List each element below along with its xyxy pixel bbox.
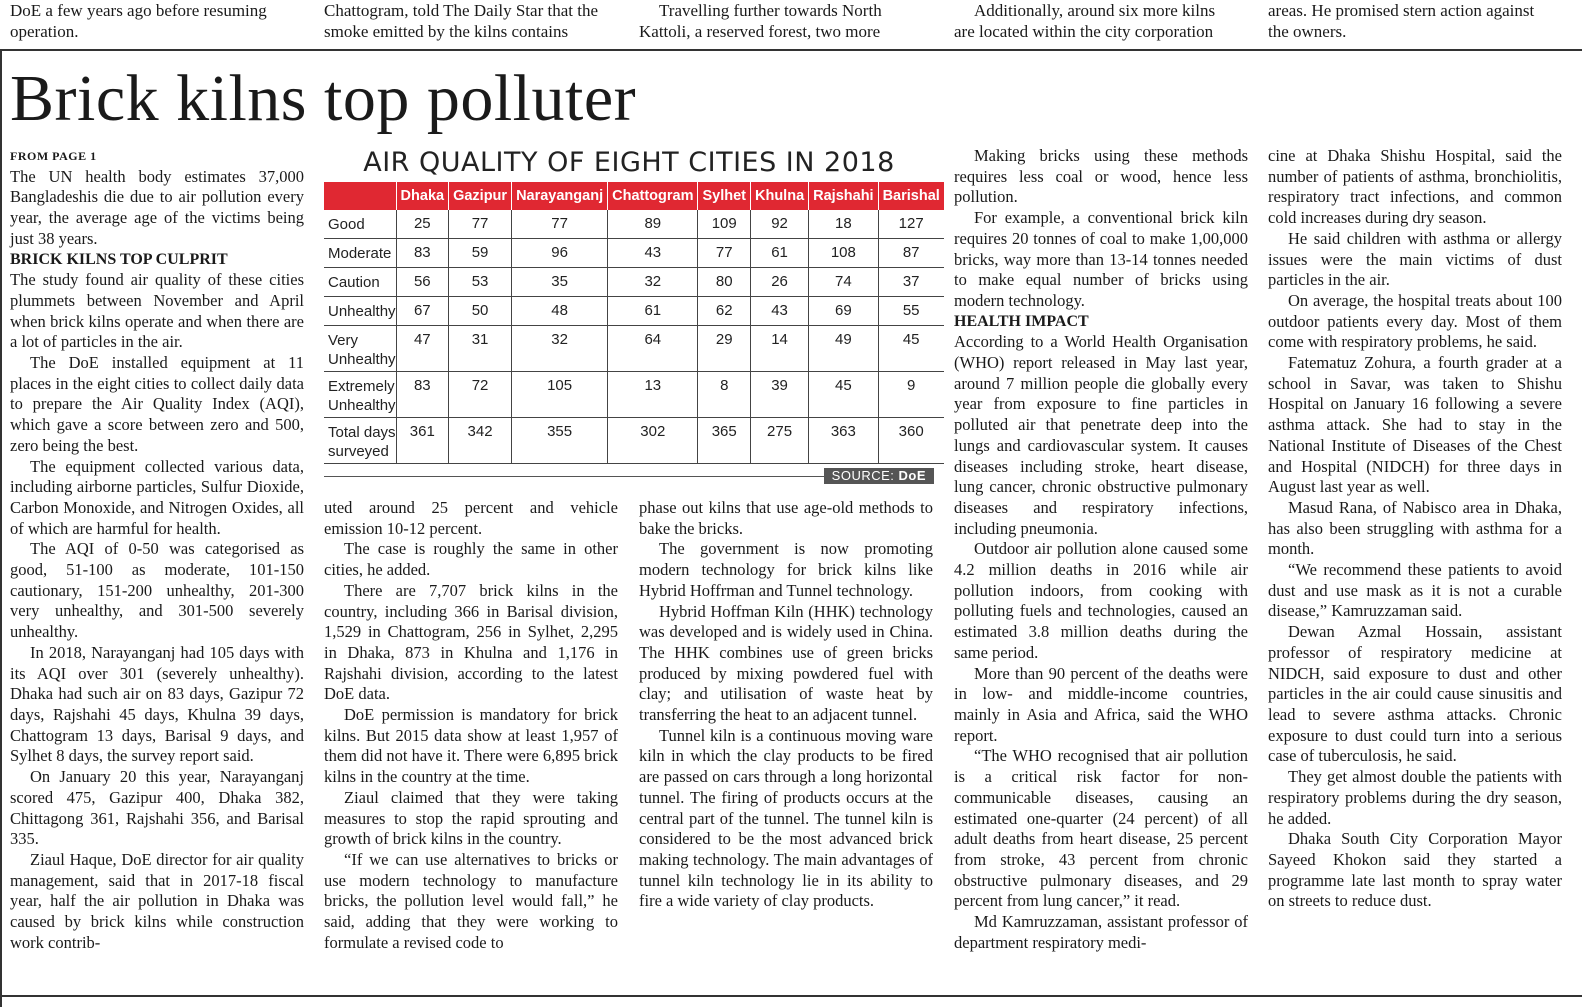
table-cell: 87 xyxy=(878,239,944,268)
row-label xyxy=(324,239,396,268)
table-cell: 43 xyxy=(608,239,698,268)
table-cell: 45 xyxy=(809,372,878,418)
table-cell: 61 xyxy=(608,297,698,326)
source-rule xyxy=(324,476,824,477)
article-column-3 xyxy=(639,498,933,912)
paragraph: For example, a conventional brick kiln requires 20 tonnes of coal to make 1,00,000 bricks, way more than 13-14 tonnes needed to make equal number of bricks using modern technology. xyxy=(954,208,1248,310)
paragraph: Md Kamruzzaman, assistant professor of department respiratory medi- xyxy=(954,912,1248,952)
table-cell: 9 xyxy=(878,372,944,418)
source-name: DoE xyxy=(898,468,926,483)
table-cell: 37 xyxy=(878,268,944,297)
paragraph: The UN health body estimates 37,000 Bangladeshis die due to air pollution every year, the average age of the victims being just 38 years. xyxy=(10,166,304,248)
table-cell: 32 xyxy=(512,326,608,372)
table-row xyxy=(324,268,944,297)
paragraph: Outdoor air pollution alone caused some 4.2 million deaths in 2016 while air pollution indoors, from cooking with polluting fuels and technologies, caused an estimated 3.8 million deaths during the same period. xyxy=(954,539,1248,662)
table-cell: 48 xyxy=(512,297,608,326)
paragraph: The DoE installed equipment at 11 places in the eight cities to collect daily data to prepare the Air Quality Index (AQI), which gave a score between zero and 500, zero being the best. xyxy=(10,353,304,455)
table-cell: 89 xyxy=(608,210,698,239)
row-label-line: Unhealthy xyxy=(328,303,396,320)
table-cell: 32 xyxy=(608,268,698,297)
article-column-2 xyxy=(324,498,618,953)
table-header-row xyxy=(324,182,944,210)
table-cell: 56 xyxy=(396,268,449,297)
subheading: BRICK KILNS TOP CULPRIT xyxy=(10,250,228,268)
table-cell: 361 xyxy=(396,418,449,464)
table-row xyxy=(324,372,944,418)
table-cell: 365 xyxy=(698,418,751,464)
paragraph: uted around 25 percent and vehicle emission 10-12 percent. xyxy=(324,498,618,538)
top-column-line: Kattoli, a reserved forest, two more xyxy=(639,22,881,41)
left-rule xyxy=(0,49,2,1007)
row-label-line: Good xyxy=(328,216,365,233)
paragraph: The case is roughly the same in other cities, he added. xyxy=(324,539,618,580)
row-label xyxy=(324,268,396,297)
paragraph: DoE permission is mandatory for brick kilns. But 2015 data show at least 1,957 of them did not have it. There were 6,895 brick kilns in the country at the time. xyxy=(324,705,618,787)
paragraph: Dhaka South City Corporation Mayor Sayeed Khokon said they started a programme late last month to spray water on streets to reduce dust. xyxy=(1268,829,1562,911)
article-column-5 xyxy=(1268,146,1562,912)
row-label xyxy=(324,326,396,372)
top-column-5 xyxy=(1268,0,1562,48)
source-label xyxy=(824,468,934,484)
paragraph: Masud Rana, of Nabisco area in Dhaka, has also been struggling with asthma for a month. xyxy=(1268,497,1562,559)
table-row xyxy=(324,326,944,372)
table-cell: 55 xyxy=(878,297,944,326)
table-cell: 25 xyxy=(396,210,449,239)
table-cell: 72 xyxy=(449,372,512,418)
column-header: Gazipur xyxy=(449,182,512,210)
table-cell: 83 xyxy=(396,239,449,268)
top-column-2 xyxy=(324,0,618,48)
paragraph: On average, the hospital treats about 100 outdoor patients every day. Most of them come with respiratory problems, he said. xyxy=(1268,290,1562,352)
column-header: Sylhet xyxy=(698,182,751,210)
table-cell: 92 xyxy=(751,210,809,239)
table-cell: 18 xyxy=(809,210,878,239)
table-cell: 31 xyxy=(449,326,512,372)
table-cell: 26 xyxy=(751,268,809,297)
aqi-chart xyxy=(324,146,940,484)
paragraph: “We recommend these patients to avoid dust and use mask as it is not a curable disease,” Kamruzzaman said. xyxy=(1268,560,1562,621)
paragraph: He said children with asthma or allergy issues were the main victims of dust particles in the air. xyxy=(1268,228,1562,290)
row-label-line: Extremely xyxy=(328,378,395,395)
row-label-line: Caution xyxy=(328,274,380,291)
table-cell: 363 xyxy=(809,418,878,464)
row-label xyxy=(324,372,396,418)
column-header: Chattogram xyxy=(608,182,698,210)
paragraph: The government is now promoting modern technology for brick kilns like Hybrid Hoffrman and Tunnel technology. xyxy=(639,539,933,600)
table-cell: 50 xyxy=(449,297,512,326)
row-label xyxy=(324,418,396,464)
top-column-line: Travelling further towards North xyxy=(659,1,882,20)
table-cell: 13 xyxy=(608,372,698,418)
top-column-line: the owners. xyxy=(1268,22,1347,41)
paragraph: Ziaul Haque, DoE director for air quality management, said that in 2017-18 fiscal year, half the air pollution in Dhaka was caused by brick kilns while construction work contrib- xyxy=(10,849,304,952)
paragraph: More than 90 percent of the deaths were in low- and middle-income countries, mainly in Asia and Africa, said the WHO report. xyxy=(954,663,1248,745)
table-cell: 29 xyxy=(698,326,751,372)
table-cell: 83 xyxy=(396,372,449,418)
table-cell: 47 xyxy=(396,326,449,372)
table-cell: 61 xyxy=(751,239,809,268)
paragraph: On January 20 this year, Narayanganj scored 475, Gazipur 400, Dhaka 382, Chittagong 361, Rajshahi 356, and Barisal 335. xyxy=(10,767,304,849)
paragraph: “The WHO recognised that air pollution is a critical risk factor for non-communicable diseases, causing an estimated one-quarter (24 percent) of all adult deaths from heart disease, 25 percent from stroke, 43 percent from chronic obstructive pulmonary diseases, and 29 percent from lung cancer,” it read. xyxy=(954,746,1248,911)
top-column-line: operation. xyxy=(10,22,79,41)
row-label-line: Unhealthy xyxy=(328,351,396,368)
paragraph: The equipment collected various data, including airborne particles, Sulfur Dioxide, Carbon Monoxide, and Nitrogen Oxides, all of which are harmful for health. xyxy=(10,456,304,538)
table-cell: 360 xyxy=(878,418,944,464)
table-cell: 355 xyxy=(512,418,608,464)
top-column-line: are located within the city corporation xyxy=(954,22,1214,41)
table-cell: 59 xyxy=(449,239,512,268)
paragraph: Fatematuz Zohura, a fourth grader at a school in Savar, was taken to Shishu Hospital on January 16 following a severe asthma attack. She had to stay in the National Institute of Diseases of the Chest and Hospital (NIDCH) for three days in August last year as well. xyxy=(1268,353,1562,497)
table-cell: 105 xyxy=(512,372,608,418)
table-cell: 127 xyxy=(878,210,944,239)
table-cell: 77 xyxy=(449,210,512,239)
paragraph: Ziaul claimed that they were taking measures to stop the rapid sprouting and growth of brick kilns in the country. xyxy=(324,787,618,849)
table-row xyxy=(324,239,944,268)
table-cell: 96 xyxy=(512,239,608,268)
top-column-3 xyxy=(639,0,933,48)
table-cell: 8 xyxy=(698,372,751,418)
paragraph: The study found air quality of these cities plummets between November and April when brick kilns operate and when there are a lot of particles in the air. xyxy=(10,270,304,352)
top-column-1 xyxy=(10,0,304,48)
article-column-4 xyxy=(954,146,1248,953)
top-column-line: smoke emitted by the kilns contains xyxy=(324,22,569,41)
table-cell: 67 xyxy=(396,297,449,326)
table-cell: 108 xyxy=(809,239,878,268)
aqi-table xyxy=(324,182,944,464)
table-row xyxy=(324,418,944,464)
table-header-blank xyxy=(324,182,396,210)
source-prefix: SOURCE: xyxy=(831,468,899,483)
table-cell: 109 xyxy=(698,210,751,239)
table-cell: 49 xyxy=(809,326,878,372)
paragraph: Dewan Azmal Hossain, assistant professor of respiratory medicine at NIDCH, said exposure to dust and other particles in the air could cause sinusitis and lead to severe asthma attacks. Chronic exposure to dust could turn into a serious case of tuberculosis, he said. xyxy=(1268,622,1562,766)
table-cell: 35 xyxy=(512,268,608,297)
top-column-line: Additionally, around six more kilns xyxy=(974,1,1216,20)
row-label xyxy=(324,297,396,326)
chart-title: AIR QUALITY OF EIGHT CITIES IN 2018 xyxy=(363,147,895,178)
row-label-line: surveyed xyxy=(328,443,389,460)
bottom-rule xyxy=(0,995,1582,997)
row-label xyxy=(324,210,396,239)
table-cell: 69 xyxy=(809,297,878,326)
top-column-line: DoE a few years ago before resuming xyxy=(10,1,267,20)
row-label-line: Very xyxy=(328,332,359,349)
table-cell: 342 xyxy=(449,418,512,464)
table-cell: 53 xyxy=(449,268,512,297)
paragraph: They get almost double the patients with respiratory problems during the dry season, he added. xyxy=(1268,767,1562,828)
paragraph: Tunnel kiln is a continuous moving ware kiln in which the clay products to be fired are passed on cars through a long horizontal tunnel. The firing of products occurs at the central part of the tunnel. The tunnel kiln is considered to be the most advanced brick making technology. The main advantages of tunnel kiln technology lie in its ability to fire a wide variety of clay products. xyxy=(639,725,933,911)
table-cell: 14 xyxy=(751,326,809,372)
table-cell: 43 xyxy=(751,297,809,326)
top-column-4 xyxy=(954,0,1248,48)
row-label-line: Total days xyxy=(328,424,396,441)
table-row xyxy=(324,210,944,239)
table-cell: 302 xyxy=(608,418,698,464)
article-column-1 xyxy=(10,146,304,953)
table-cell: 80 xyxy=(698,268,751,297)
table-cell: 77 xyxy=(698,239,751,268)
paragraph: cine at Dhaka Shishu Hospital, said the number of patients of asthma, bronchiolitis, respiratory tract infections, and common cold increases during dry season. xyxy=(1268,146,1562,228)
from-page-label: FROM PAGE 1 xyxy=(10,149,97,163)
paragraph: In 2018, Narayanganj had 105 days with its AQI over 301 (severely unhealthy). Dhaka had such air on 83 days, Gazipur 72 days, Rajshahi 45 days, Khulna 39 days, Chattogram 13 days, Barisal 9 days, and Sylhet 8 days, the survey report said. xyxy=(10,642,304,766)
paragraph: According to a World Health Organisation (WHO) report released in May last year, around 7 million people die globally every year from exposure to fine particles in polluted air that penetrate deep into the lungs and cardiovascular system. It causes diseases including stroke, heart disease, lung cancer, chronic obstructive pulmonary diseases and respiratory infections, including pneumonia. xyxy=(954,332,1248,538)
column-header: Narayanganj xyxy=(512,182,608,210)
row-label-line: Moderate xyxy=(328,245,392,262)
paragraph: Making bricks using these methods requires less coal or wood, hence less pollution. xyxy=(954,146,1248,207)
paragraph: Hybrid Hoffman Kiln (HHK) technology was developed and is widely used in China. The HHK combines use of green bricks produced by mixing powdered fuel with clay; and utilisation of waste heat by transferring the heat to an adjacent tunnel. xyxy=(639,601,933,725)
paragraph: phase out kilns that use age-old methods to bake the bricks. xyxy=(639,498,933,538)
top-strip xyxy=(0,0,1582,50)
top-column-line: areas. He promised stern action against xyxy=(1268,1,1535,20)
column-header: Rajshahi xyxy=(809,182,878,210)
table-cell: 64 xyxy=(608,326,698,372)
column-header: Dhaka xyxy=(396,182,449,210)
paragraph: The AQI of 0-50 was categorised as good, 51-100 as moderate, 101-150 cautionary, 151-200 unhealthy, 201-300 very unhealthy, and 301-500 severely unhealthy. xyxy=(10,539,304,642)
table-cell: 77 xyxy=(512,210,608,239)
table-cell: 45 xyxy=(878,326,944,372)
subheading: HEALTH IMPACT xyxy=(954,312,1089,330)
table-cell: 275 xyxy=(751,418,809,464)
table-cell: 74 xyxy=(809,268,878,297)
table-cell: 39 xyxy=(751,372,809,418)
table-row xyxy=(324,297,944,326)
top-column-line: Chattogram, told The Daily Star that the xyxy=(324,1,598,20)
headline: Brick kilns top polluter xyxy=(10,62,637,135)
paragraph: There are 7,707 brick kilns in the country, including 366 in Barisal division, 1,529 in Chattogram, 256 in Sylhet, 2,295 in Dhaka, 873 in Khulna and 1,176 in Rajshahi division, according to the latest DoE data. xyxy=(324,580,618,704)
table-cell: 62 xyxy=(698,297,751,326)
column-header: Khulna xyxy=(751,182,809,210)
row-label-line: Unhealthy xyxy=(328,397,396,414)
top-rule xyxy=(0,49,1582,51)
paragraph: “If we can use alternatives to bricks or use modern technology to manufacture bricks, the pollution level would fall,” he said, adding that they were working to formulate a revised code to xyxy=(324,849,618,952)
column-header: Barishal xyxy=(878,182,944,210)
